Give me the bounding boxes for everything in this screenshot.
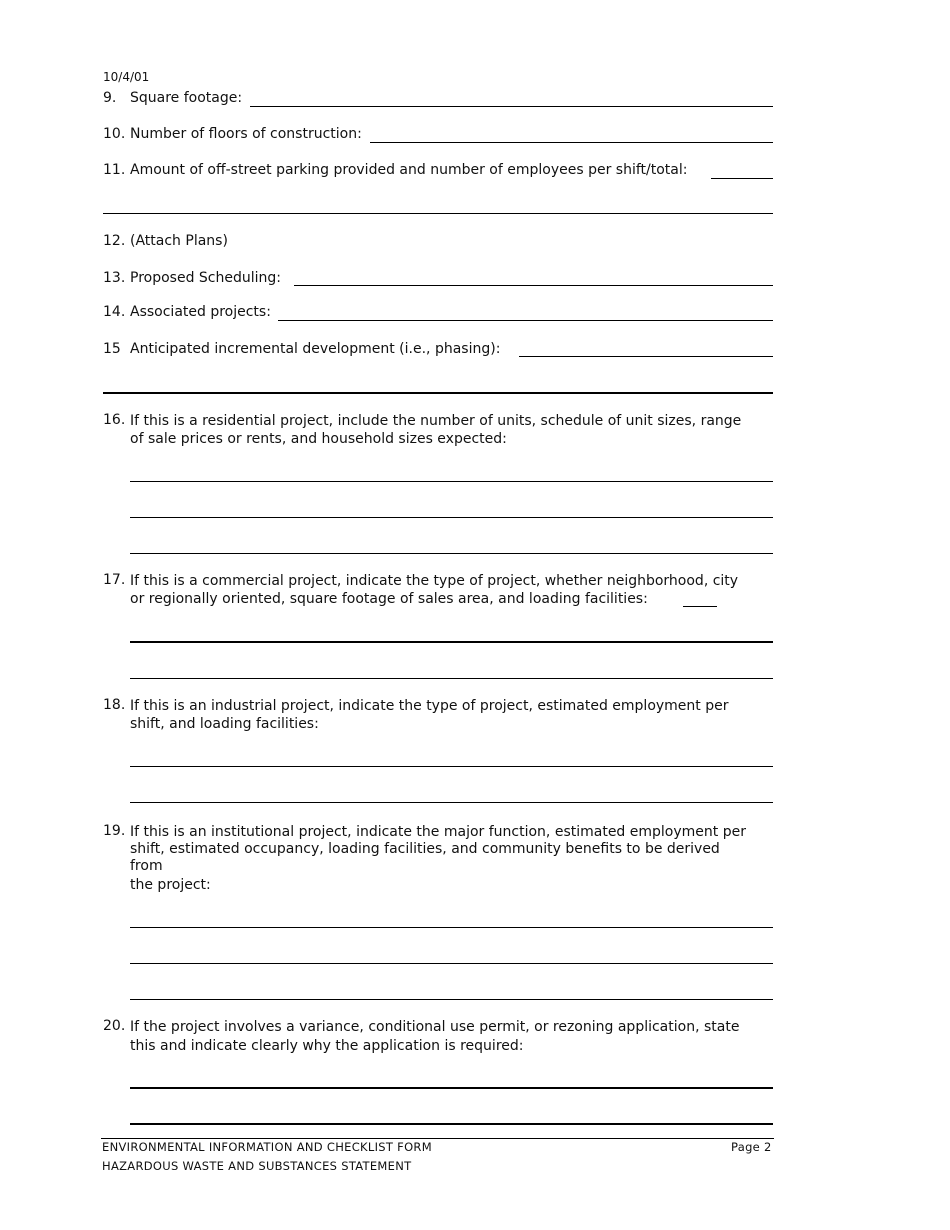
item-19-answer-line[interactable] (130, 999, 773, 1000)
item-18-line-1: If this is an industrial project, indicate the type of project, estimated employment per (130, 698, 729, 714)
item-17-line-2: or regionally oriented, square footage of sales area, and loading facilities: (130, 591, 648, 607)
item-15-number: 15 (103, 341, 121, 357)
item-14-label: Associated projects: (130, 304, 271, 320)
footer-form-title: ENVIRONMENTAL INFORMATION AND CHECKLIST FORM (102, 1140, 432, 1154)
item-19-line-3: from (130, 858, 163, 874)
item-11-number: 11. (103, 162, 126, 178)
item-14-answer-line[interactable] (278, 320, 773, 321)
item-19-line-4: the project: (130, 877, 211, 893)
item-18-answer-line[interactable] (130, 802, 773, 803)
item-17-line-1: If this is a commercial project, indicate the type of project, whether neighborhood, city (130, 573, 739, 589)
item-19-number: 19. (103, 823, 126, 839)
footer-divider (101, 1138, 774, 1139)
item-16-line-2: of sale prices or rents, and household sizes expected: (130, 431, 507, 447)
item-12-label: (Attach Plans) (130, 233, 228, 249)
item-16-answer-line[interactable] (130, 553, 773, 554)
footer-page-number: Page 2 (731, 1140, 772, 1154)
item-11-continuation-line[interactable] (103, 213, 773, 214)
item-19-line-2: shift, estimated occupancy, loading facilities, and community benefits to be derived (130, 841, 720, 857)
item-19-answer-line[interactable] (130, 927, 773, 928)
item-15-label: Anticipated incremental development (i.e., phasing): (130, 341, 501, 357)
item-9-number: 9. (103, 90, 117, 106)
item-10-label: Number of floors of construction: (130, 126, 362, 142)
item-11-label: Amount of off-street parking provided and number of employees per shift/total: (130, 162, 688, 178)
item-20-line-1: If the project involves a variance, conditional use permit, or rezoning application, state (130, 1019, 740, 1035)
item-13-answer-line[interactable] (294, 285, 773, 286)
item-13-number: 13. (103, 270, 126, 286)
item-18-answer-line[interactable] (130, 766, 773, 767)
item-20-line-2: this and indicate clearly why the application is required: (130, 1038, 524, 1054)
item-9-answer-line[interactable] (250, 106, 773, 107)
item-20-number: 20. (103, 1018, 126, 1034)
item-13-label: Proposed Scheduling: (130, 270, 281, 286)
item-15-continuation-line[interactable] (103, 392, 773, 394)
item-16-number: 16. (103, 412, 126, 428)
item-9-label: Square footage: (130, 90, 243, 106)
item-17-number: 17. (103, 572, 126, 588)
item-14-number: 14. (103, 304, 126, 320)
item-11-answer-line[interactable] (711, 178, 773, 179)
item-19-line-1: If this is an institutional project, indicate the major function, estimated employment per (130, 824, 746, 840)
item-17-answer-line[interactable] (130, 678, 773, 679)
item-10-number: 10. (103, 126, 126, 142)
item-10-answer-line[interactable] (370, 142, 773, 143)
item-18-number: 18. (103, 697, 126, 713)
item-16-line-1: If this is a residential project, include the number of units, schedule of unit sizes, range (130, 413, 742, 429)
footer-statement: HAZARDOUS WASTE AND SUBSTANCES STATEMENT (102, 1159, 412, 1173)
item-20-answer-line[interactable] (130, 1123, 773, 1125)
item-16-answer-line[interactable] (130, 517, 773, 518)
item-19-answer-line[interactable] (130, 963, 773, 964)
item-12-number: 12. (103, 233, 126, 249)
item-20-answer-line[interactable] (130, 1087, 773, 1089)
item-15-answer-line[interactable] (519, 356, 773, 357)
item-17-inline-answer-line[interactable] (683, 606, 717, 607)
item-18-line-2: shift, and loading facilities: (130, 716, 319, 732)
item-16-answer-line[interactable] (130, 481, 773, 482)
document-date: 10/4/01 (103, 70, 150, 84)
item-17-answer-line[interactable] (130, 641, 773, 643)
